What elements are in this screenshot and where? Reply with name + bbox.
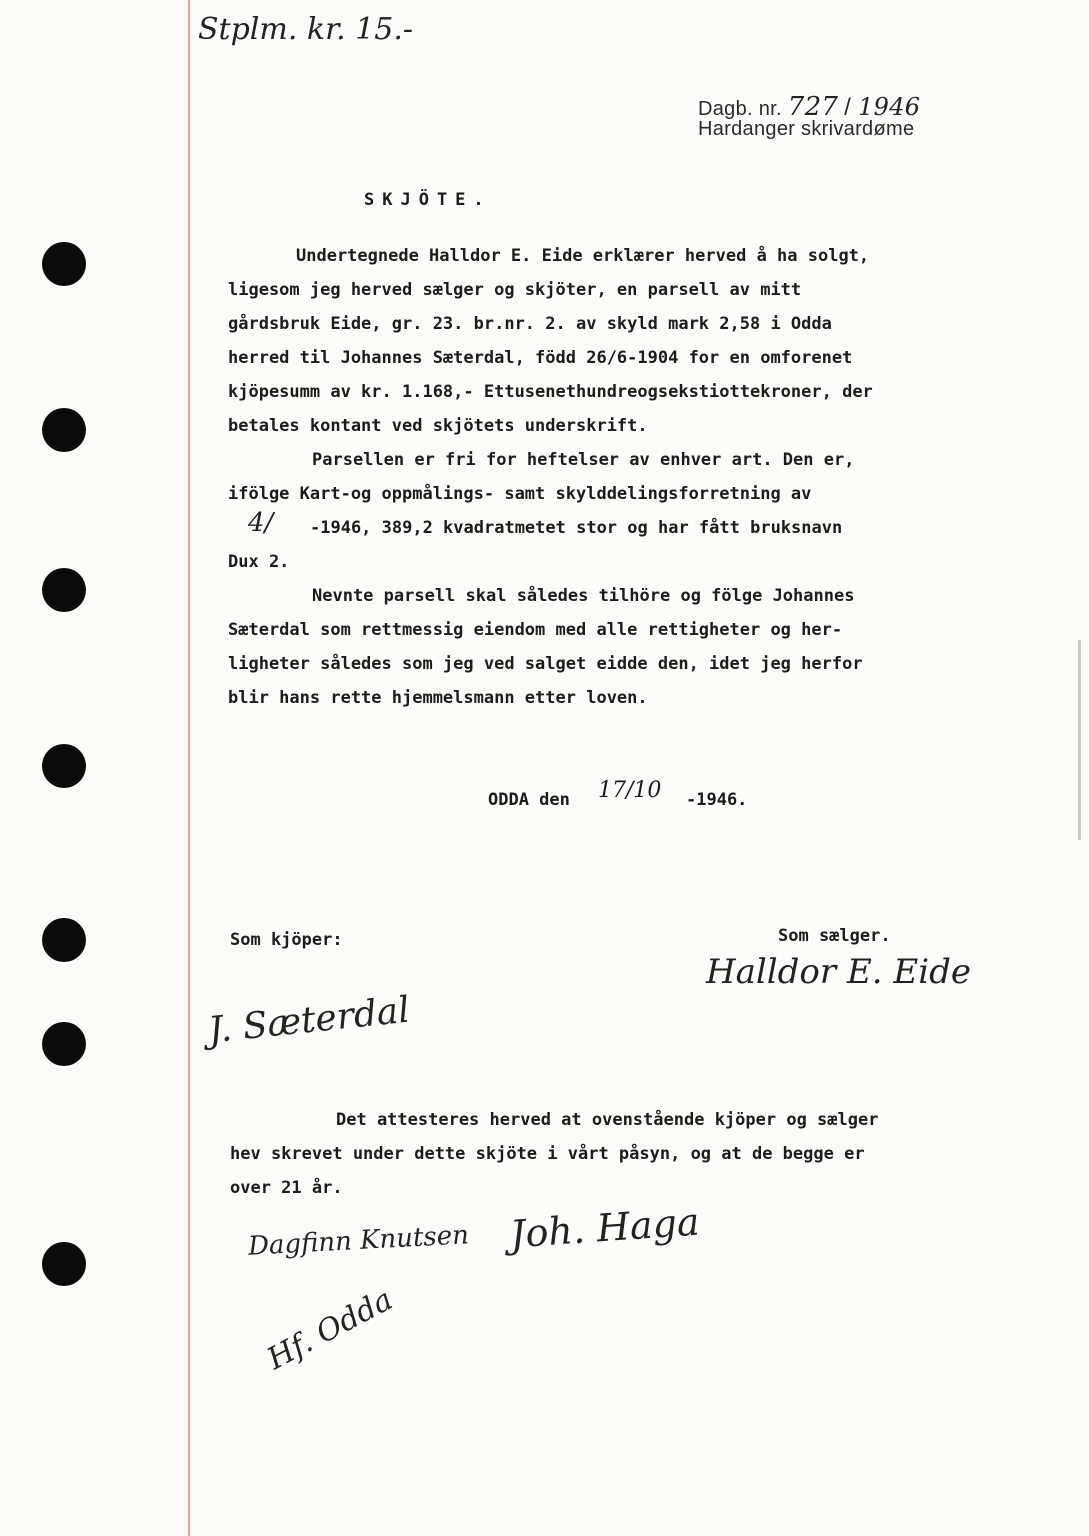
journal-number: 727 bbox=[787, 92, 839, 122]
document-title: SKJÖTE. bbox=[364, 190, 492, 210]
body-line: gårdsbruk Eide, gr. 23. br.nr. 2. av skyld mark 2,58 i Odda bbox=[228, 314, 832, 334]
buyer-label: Som kjöper: bbox=[230, 930, 343, 950]
binder-hole bbox=[42, 744, 86, 788]
witness-signature: Dagfinn Knutsen bbox=[247, 1220, 470, 1262]
journal-year: 1946 bbox=[858, 93, 921, 121]
date-year: -1946. bbox=[686, 790, 748, 810]
stamp-duty-note: Stplm. kr. 15.- bbox=[198, 12, 414, 47]
body-line: ligesom jeg herved sælger og skjöter, en parsell av mitt bbox=[228, 280, 802, 300]
body-line: herred til Johannes Sæterdal, född 26/6-1904 for en omforenet bbox=[228, 348, 853, 368]
body-line: ligheter således som jeg ved salget eidde den, idet jeg herfor bbox=[228, 654, 863, 674]
body-line: -1946, 389,2 kvadratmetet stor og har fått bruksnavn bbox=[310, 518, 843, 538]
attestation-line: Det attesteres herved at ovenstående kjöper og sælger bbox=[336, 1110, 879, 1130]
body-line: Dux 2. bbox=[228, 552, 290, 572]
body-line: Undertegnede Halldor E. Eide erklærer herved å ha solgt, bbox=[296, 246, 870, 266]
handwritten-date-fragment: 4/ bbox=[248, 508, 274, 538]
body-line: betales kontant ved skjötets underskrift. bbox=[228, 416, 648, 436]
binder-hole bbox=[42, 918, 86, 962]
attestation-line: over 21 år. bbox=[230, 1178, 343, 1198]
buyer-signature: J. Sæterdal bbox=[206, 989, 412, 1052]
journal-number-stamp: Dagb. nr. 727 / 1946 bbox=[698, 92, 921, 122]
binder-hole bbox=[42, 242, 86, 286]
margin-rule bbox=[188, 0, 190, 1536]
attestation-line: hev skrevet under dette skjöte i vårt påsyn, og at de begge er bbox=[230, 1144, 865, 1164]
witness-signature: Joh. Haga bbox=[508, 1199, 701, 1257]
body-line: Sæterdal som rettmessig eiendom med alle rettigheter og her- bbox=[228, 620, 843, 640]
body-line: Parsellen er fri for heftelser av enhver art. Den er, bbox=[312, 450, 855, 470]
body-line: kjöpesumm av kr. 1.168,- Ettusenethundreogsekstiottekroner, der bbox=[228, 382, 873, 402]
seller-label: Som sælger. bbox=[778, 926, 891, 946]
binder-hole bbox=[42, 568, 86, 612]
page-edge-shadow bbox=[1078, 640, 1081, 840]
binder-hole bbox=[42, 1022, 86, 1066]
body-line: Nevnte parsell skal således tilhöre og fölge Johannes bbox=[312, 586, 855, 606]
body-line: blir hans rette hjemmelsmann etter loven. bbox=[228, 688, 648, 708]
handwritten-date: 17/10 bbox=[598, 778, 662, 803]
journal-label: Dagb. nr. bbox=[698, 98, 782, 120]
binder-hole bbox=[42, 1242, 86, 1286]
witness-signature: Hf. Odda bbox=[261, 1282, 399, 1377]
seller-signature: Halldor E. Eide bbox=[706, 952, 971, 992]
place-label: ODDA den bbox=[488, 790, 570, 810]
office-stamp: Hardanger skrivardøme bbox=[698, 118, 915, 140]
body-line: ifölge Kart-og oppmålings- samt skylddelingsforretning av bbox=[228, 484, 812, 504]
binder-hole bbox=[42, 408, 86, 452]
